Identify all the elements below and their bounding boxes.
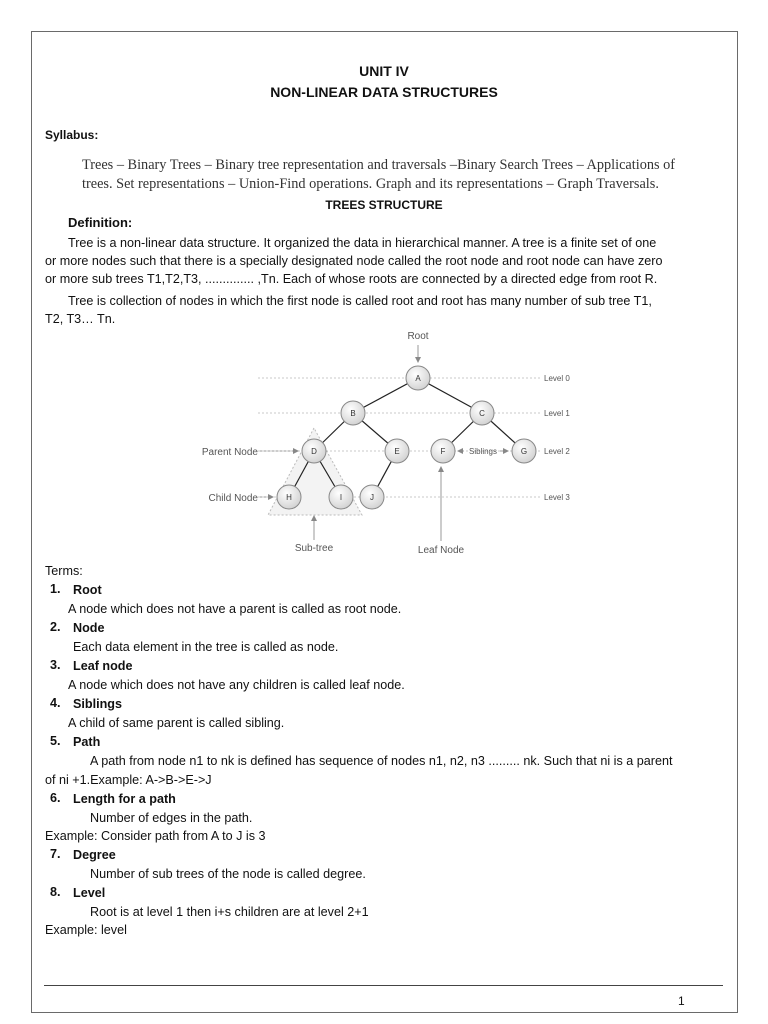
subtree-label: Sub-tree — [294, 543, 334, 554]
term-6-desc: Number of edges in the path. — [90, 811, 253, 825]
leaf-node-label: Leaf Node — [417, 545, 465, 556]
paragraph1-line-2: or more nodes such that there is a specially designated node called the root node and root node can have zero — [45, 254, 663, 268]
term-1-number: 1. — [50, 582, 61, 596]
level-3-label: Level 3 — [544, 493, 570, 502]
node-d-label: D — [311, 447, 317, 456]
paragraph2-line-2: T2, T3… Tn. — [45, 312, 116, 326]
node-i-label: I — [339, 493, 343, 502]
syllabus-line-1: Trees – Binary Trees – Binary tree representation and traversals –Binary Search Trees – Applications of — [82, 157, 676, 173]
node-c-label: C — [479, 409, 485, 418]
node-j-label: J — [370, 493, 374, 502]
term-5-desc: A path from node n1 to nk is defined has sequence of nodes n1, n2, n3 ......... nk. Such that ni is a parent — [90, 754, 673, 768]
term-8-desc: Root is at level 1 then i+s children are at level 2+1 — [90, 905, 369, 919]
term-1-name: Root — [73, 583, 102, 597]
term-1-desc: A node which does not have a parent is called as root node. — [68, 602, 402, 616]
node-f-label: F — [440, 447, 446, 456]
term-4-desc: A child of same parent is called sibling. — [68, 716, 285, 730]
syllabus-line-2: trees. Set representations – Union-Find operations. Graph and its representations – Graph Traversals. — [82, 176, 659, 192]
term-2-desc: Each data element in the tree is called as node. — [73, 640, 339, 654]
definition-label: Definition: — [68, 215, 133, 230]
paragraph1-line-1: Tree is a non-linear data structure. It organized the data in hierarchical manner. A tree is a finite set of one — [68, 236, 657, 250]
paragraph1-line-3: or more sub trees T1,T2,T3, .............. ,Tn. Each of whose roots are connected by a directed edge from root R. — [45, 272, 658, 286]
term-4-name: Siblings — [73, 697, 122, 711]
parent-node-label: Parent Node — [201, 447, 258, 458]
child-node-label: Child Node — [208, 493, 258, 504]
paragraph2-line-1: Tree is collection of nodes in which the first node is called root and root has many number of sub tree T1, — [68, 294, 652, 308]
term-7-name: Degree — [73, 848, 116, 862]
term-6-number: 6. — [50, 791, 61, 805]
unit-title: UNIT IV — [359, 63, 409, 79]
node-e-label: E — [394, 447, 400, 456]
term-2-number: 2. — [50, 620, 61, 634]
term-5-number: 5. — [50, 734, 61, 748]
section-heading: TREES STRUCTURE — [325, 198, 443, 212]
term-7-desc: Number of sub trees of the node is called degree. — [90, 867, 366, 881]
term-5-desc-2: of ni +1.Example: A->B->E->J — [45, 773, 212, 787]
term-3-number: 3. — [50, 658, 61, 672]
term-8-desc-2: Example: level — [45, 923, 127, 937]
siblings-label: Siblings — [468, 447, 498, 456]
level-1-label: Level 1 — [544, 409, 570, 418]
term-2-name: Node — [73, 621, 105, 635]
node-a-label: A — [415, 374, 421, 383]
node-g-label: G — [520, 447, 528, 456]
term-8-number: 8. — [50, 885, 61, 899]
term-5-name: Path — [73, 735, 101, 749]
term-3-name: Leaf node — [73, 659, 133, 673]
level-0-label: Level 0 — [544, 374, 570, 383]
syllabus-label: Syllabus: — [45, 128, 99, 142]
term-6-name: Length for a path — [73, 792, 176, 806]
terms-label: Terms: — [45, 564, 83, 578]
node-b-label: B — [350, 409, 356, 418]
term-8-name: Level — [73, 886, 106, 900]
level-2-label: Level 2 — [544, 447, 570, 456]
term-4-number: 4. — [50, 696, 61, 710]
term-3-desc: A node which does not have any children is called leaf node. — [68, 678, 405, 692]
footer-rule — [44, 985, 723, 986]
node-h-label: H — [286, 493, 292, 502]
term-7-number: 7. — [50, 847, 61, 861]
page-title: NON-LINEAR DATA STRUCTURES — [270, 84, 498, 100]
root-label: Root — [407, 331, 429, 342]
term-6-desc-2: Example: Consider path from A to J is 3 — [45, 829, 266, 843]
page-number: 1 — [678, 994, 685, 1008]
